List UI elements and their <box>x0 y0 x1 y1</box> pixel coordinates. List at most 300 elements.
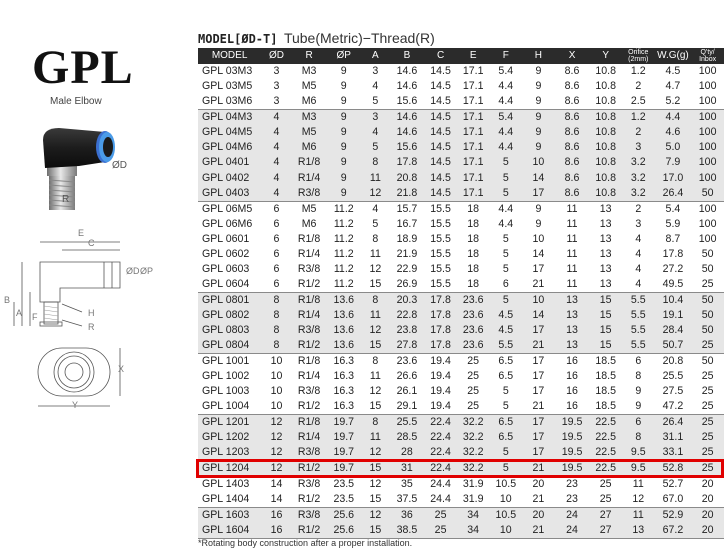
value-cell: 17 <box>532 262 545 275</box>
value-cell: 19.5 <box>555 430 590 445</box>
value-cell: 14.6 <box>396 80 418 93</box>
value-cell: 9 <box>522 110 555 126</box>
value-cell: 20 <box>691 507 724 523</box>
value-cell: 14.5 <box>430 65 451 78</box>
value-cell: 11 <box>361 170 390 185</box>
model-cell: GPL 1203 <box>198 445 261 460</box>
value-cell: 11.2 <box>333 232 354 245</box>
value-cell: 8.6 <box>555 140 590 155</box>
value-cell: 8 <box>261 338 292 354</box>
value-cell: R1/8 <box>297 355 321 368</box>
value-cell: 16.3 <box>333 385 355 398</box>
value-cell: 17 <box>522 430 555 445</box>
value-cell: 25 <box>424 523 457 539</box>
value-cell: 5 <box>361 140 390 155</box>
value-cell: 25 <box>701 370 714 383</box>
table-row <box>198 292 724 308</box>
value-cell: 25 <box>691 277 724 293</box>
value-cell: R1/4 <box>292 430 327 445</box>
value-cell: 67.2 <box>655 523 692 539</box>
model-cell: GPL 1603 <box>198 507 261 523</box>
value-cell: 4 <box>635 232 642 245</box>
table-description: Tube(Metric)−Thread(R) <box>283 30 435 46</box>
value-cell: 18 <box>467 217 480 230</box>
value-cell: 17.1 <box>457 125 490 140</box>
value-cell: R3/8 <box>292 323 327 338</box>
value-cell: 12 <box>622 492 655 508</box>
value-cell: 50 <box>691 323 724 338</box>
value-cell: 11.2 <box>333 247 354 260</box>
value-cell: 3 <box>622 140 655 155</box>
value-cell: 6 <box>273 262 280 275</box>
value-cell: 5.5 <box>622 308 655 323</box>
value-cell: 19.7 <box>326 445 361 460</box>
value-cell: 8 <box>261 308 292 323</box>
table-row <box>198 140 724 155</box>
value-cell: 17 <box>522 186 555 202</box>
value-cell: 5.2 <box>655 94 692 110</box>
value-cell: 6 <box>273 217 280 230</box>
value-cell: 9 <box>340 65 347 78</box>
value-cell: 5 <box>489 186 522 202</box>
value-cell: 100 <box>698 80 717 93</box>
model-cell: GPL 1003 <box>202 385 250 398</box>
value-cell: M5 <box>292 125 327 140</box>
value-cell: 15.5 <box>424 277 457 293</box>
value-cell: 15.5 <box>430 202 451 215</box>
value-cell: 15 <box>589 308 622 323</box>
value-cell: 4 <box>261 186 292 202</box>
value-cell: 9 <box>622 399 655 415</box>
value-cell: 27 <box>589 523 622 539</box>
table-row <box>198 201 724 217</box>
value-cell: 19.7 <box>326 430 361 445</box>
value-cell: 10 <box>522 155 555 170</box>
value-cell: 13 <box>555 292 590 308</box>
table-row <box>198 262 724 277</box>
value-cell: 100 <box>691 125 724 140</box>
model-cell: GPL 0602 <box>202 247 250 260</box>
value-cell: 18 <box>467 232 480 245</box>
value-cell: 14.5 <box>424 94 457 110</box>
value-cell: R1/4 <box>297 370 321 383</box>
value-cell: 28.4 <box>655 323 692 338</box>
column-header: F <box>489 48 522 64</box>
value-cell: 26.4 <box>655 186 692 202</box>
value-cell: 25 <box>691 430 724 445</box>
value-cell: 22.5 <box>589 430 622 445</box>
value-cell: 9 <box>326 186 361 202</box>
value-cell: 4.4 <box>498 217 514 230</box>
column-header: A <box>361 48 390 64</box>
value-cell: 20.3 <box>390 292 425 308</box>
value-cell: 9 <box>635 385 642 398</box>
value-cell: 16 <box>566 370 578 383</box>
value-cell: 10 <box>489 523 522 539</box>
value-cell: 50 <box>691 186 724 202</box>
value-cell: 25 <box>599 477 612 490</box>
value-cell: 4.7 <box>665 80 681 93</box>
value-cell: 52.7 <box>662 477 684 490</box>
value-cell: 25 <box>691 461 724 477</box>
value-cell: 18.9 <box>396 232 418 245</box>
value-cell: 25 <box>691 338 724 354</box>
value-cell: 47.2 <box>655 399 692 415</box>
value-cell: 27.5 <box>662 385 684 398</box>
value-cell: 25 <box>691 445 724 460</box>
value-cell: 18 <box>467 247 480 260</box>
value-cell: 5 <box>489 461 522 477</box>
value-cell: R3/8 <box>297 477 321 490</box>
value-cell: 12 <box>261 461 292 477</box>
model-cell: GPL 0604 <box>198 277 261 293</box>
column-header: Y <box>589 48 622 64</box>
value-cell: 11.2 <box>326 277 361 293</box>
model-cell: GPL 1201 <box>198 415 261 431</box>
product-subtitle: Male Elbow <box>50 96 102 107</box>
value-cell: 4 <box>261 110 292 126</box>
value-cell: 100 <box>691 155 724 170</box>
value-cell: 4.4 <box>489 140 522 155</box>
value-cell: 10 <box>270 355 283 368</box>
value-cell: 19.4 <box>430 355 451 368</box>
value-cell: 100 <box>691 110 724 126</box>
table-row <box>198 217 724 232</box>
value-cell: 8.6 <box>564 65 580 78</box>
model-cell: GPL 0402 <box>198 170 261 185</box>
table-row <box>198 277 724 293</box>
table-row <box>198 338 724 354</box>
value-cell: R1/8 <box>292 292 327 308</box>
column-header: MODEL <box>198 48 261 64</box>
value-cell: 21 <box>522 338 555 354</box>
value-cell: 14.5 <box>424 110 457 126</box>
value-cell: 27.8 <box>390 338 425 354</box>
value-cell: 5 <box>489 292 522 308</box>
value-cell: 34 <box>457 507 490 523</box>
value-cell: 6.5 <box>489 430 522 445</box>
value-cell: 17.8 <box>424 323 457 338</box>
model-cell: GPL 0403 <box>198 186 261 202</box>
value-cell: 17.8 <box>390 155 425 170</box>
value-cell: 10.8 <box>589 140 622 155</box>
value-cell: 20 <box>691 492 724 508</box>
value-cell: R3/8 <box>297 262 321 275</box>
value-cell: 17 <box>522 323 555 338</box>
model-cell: GPL 0804 <box>198 338 261 354</box>
value-cell: 3 <box>273 80 280 93</box>
value-cell: 3 <box>635 217 642 230</box>
model-cell: GPL 1604 <box>198 523 261 539</box>
dim-label-y: Y <box>72 400 79 410</box>
value-cell: 4 <box>261 125 292 140</box>
model-cell: GPL 03M3 <box>202 65 253 78</box>
table-row <box>198 354 724 370</box>
value-cell: 11 <box>361 430 390 445</box>
value-cell: 6.5 <box>498 370 514 383</box>
value-cell: 10 <box>270 385 283 398</box>
value-cell: 9 <box>535 65 542 78</box>
value-cell: 4 <box>622 277 655 293</box>
value-cell: M5 <box>301 202 317 215</box>
value-cell: 9.5 <box>622 461 655 477</box>
value-cell: 50 <box>701 355 714 368</box>
value-cell: 14.5 <box>424 155 457 170</box>
value-cell: 5 <box>361 94 390 110</box>
model-cell: GPL 0603 <box>202 262 250 275</box>
value-cell: 21.9 <box>396 247 418 260</box>
value-cell: 38.5 <box>390 523 425 539</box>
value-cell: 4 <box>261 140 292 155</box>
value-cell: 12 <box>361 445 390 460</box>
value-cell: 2.5 <box>622 94 655 110</box>
value-cell: 52.9 <box>655 507 692 523</box>
value-cell: 9 <box>535 202 542 215</box>
value-cell: 15 <box>361 523 390 539</box>
value-cell: 5 <box>502 262 509 275</box>
value-cell: 28.5 <box>390 430 425 445</box>
value-cell: 17 <box>522 415 555 431</box>
value-cell: 23.6 <box>457 323 490 338</box>
column-header: Orifice (2mm) <box>622 48 655 64</box>
model-cell: GPL 03M5 <box>202 80 253 93</box>
value-cell: R1/4 <box>292 308 327 323</box>
value-cell: 24.4 <box>424 492 457 508</box>
value-cell: 10.4 <box>655 292 692 308</box>
value-cell: 8.6 <box>555 94 590 110</box>
value-cell: 8.6 <box>555 170 590 185</box>
value-cell: 34 <box>457 523 490 539</box>
value-cell: 3 <box>372 65 379 78</box>
value-cell: 25 <box>467 370 480 383</box>
value-cell: 10.8 <box>589 186 622 202</box>
value-cell: 21 <box>522 492 555 508</box>
value-cell: 10 <box>261 399 292 415</box>
value-cell: 9 <box>326 155 361 170</box>
value-cell: 5 <box>489 399 522 415</box>
value-cell: 22.5 <box>589 461 622 477</box>
value-cell: 4 <box>261 170 292 185</box>
value-cell: 16.3 <box>333 370 355 383</box>
value-cell: 15 <box>361 461 390 477</box>
table-row <box>198 110 724 126</box>
column-header: ØP <box>326 48 361 64</box>
dim-label-x: X <box>118 364 125 374</box>
value-cell: 24 <box>555 507 590 523</box>
value-cell: 4.6 <box>655 125 692 140</box>
table-row <box>198 507 724 523</box>
value-cell: 22.9 <box>396 262 418 275</box>
value-cell: 9 <box>522 140 555 155</box>
value-cell: M6 <box>301 217 317 230</box>
value-cell: 8 <box>361 415 390 431</box>
value-cell: 9 <box>326 170 361 185</box>
model-cell: GPL 0601 <box>202 232 250 245</box>
value-cell: 18 <box>467 202 480 215</box>
model-cell: GPL 1404 <box>198 492 261 508</box>
spec-table-container <box>198 48 724 539</box>
value-cell: 5.5 <box>489 338 522 354</box>
value-cell: 14 <box>522 308 555 323</box>
value-cell: 2 <box>622 125 655 140</box>
value-cell: 14.5 <box>424 186 457 202</box>
value-cell: 31 <box>390 461 425 477</box>
value-cell: 5 <box>502 247 509 260</box>
value-cell: 1.2 <box>622 110 655 126</box>
value-cell: 6 <box>273 247 280 260</box>
value-cell: 15 <box>361 338 390 354</box>
value-cell: 17 <box>522 445 555 460</box>
model-cell: GPL 04M6 <box>198 140 261 155</box>
value-cell: 100 <box>691 94 724 110</box>
value-cell: 3 <box>261 94 292 110</box>
value-cell: 50 <box>691 308 724 323</box>
value-cell: 4.4 <box>498 202 514 215</box>
value-cell: 4.4 <box>498 80 514 93</box>
dim-label-b: B <box>4 295 11 305</box>
value-cell: 15.6 <box>390 140 425 155</box>
value-cell: 4 <box>635 262 642 275</box>
model-cell: GPL 0801 <box>198 292 261 308</box>
value-cell: 20.8 <box>390 170 425 185</box>
value-cell: 11 <box>622 507 655 523</box>
model-cell: GPL 1204 <box>198 461 261 477</box>
value-cell: 11 <box>566 202 578 215</box>
value-cell: 3.2 <box>622 155 655 170</box>
value-cell: 14.6 <box>390 125 425 140</box>
value-cell: 11.2 <box>333 262 354 275</box>
value-cell: 10 <box>532 232 545 245</box>
value-cell: 9 <box>326 110 361 126</box>
value-cell: 4 <box>635 247 642 260</box>
value-cell: 15 <box>361 277 390 293</box>
value-cell: 26.1 <box>396 385 418 398</box>
value-cell: 13.6 <box>326 292 361 308</box>
value-cell: 21.8 <box>390 186 425 202</box>
value-cell: 9 <box>535 217 542 230</box>
value-cell: 15.5 <box>430 247 451 260</box>
value-cell: 1.2 <box>630 65 646 78</box>
value-cell: 19.7 <box>326 415 361 431</box>
value-cell: 4 <box>261 155 292 170</box>
value-cell: 6 <box>273 202 280 215</box>
value-cell: 19.1 <box>655 308 692 323</box>
value-cell: 9 <box>326 140 361 155</box>
value-cell: 12 <box>361 186 390 202</box>
value-cell: 8.6 <box>555 155 590 170</box>
model-code-format: MODEL[ØD-T] <box>198 32 278 46</box>
value-cell: 14.5 <box>430 80 451 93</box>
value-cell: 17.1 <box>457 94 490 110</box>
value-cell: 6 <box>261 277 292 293</box>
value-cell: 11 <box>369 247 381 260</box>
value-cell: 100 <box>698 217 717 230</box>
value-cell: 15.5 <box>430 262 451 275</box>
value-cell: 8 <box>372 355 379 368</box>
value-cell: 23.5 <box>326 492 361 508</box>
value-cell: 10 <box>522 292 555 308</box>
value-cell: 23.6 <box>457 338 490 354</box>
value-cell: 52.8 <box>655 461 692 477</box>
value-cell: 100 <box>698 232 717 245</box>
value-cell: 11 <box>361 308 390 323</box>
value-cell: 23.6 <box>396 355 418 368</box>
value-cell: 12 <box>361 507 390 523</box>
value-cell: R1/2 <box>292 461 327 477</box>
value-cell: 17.1 <box>457 155 490 170</box>
value-cell: R1/8 <box>292 415 327 431</box>
value-cell: 35 <box>401 477 413 490</box>
value-cell: 18 <box>467 262 480 275</box>
value-cell: M5 <box>301 80 317 93</box>
value-cell: 5 <box>489 445 522 460</box>
value-cell: 10.8 <box>589 125 622 140</box>
value-cell: 5 <box>502 232 509 245</box>
value-cell: 14.5 <box>424 170 457 185</box>
value-cell: 13 <box>622 523 655 539</box>
elbow-fitting-photo <box>25 110 145 220</box>
value-cell: 28 <box>390 445 425 460</box>
value-cell: 15 <box>589 323 622 338</box>
value-cell: M3 <box>301 65 317 78</box>
value-cell: 9 <box>522 94 555 110</box>
column-header: X <box>555 48 590 64</box>
value-cell: R1/2 <box>292 399 327 415</box>
value-cell: R1/8 <box>297 232 321 245</box>
column-header: Q'ty/ Inbox <box>691 48 724 64</box>
value-cell: 9.5 <box>622 445 655 460</box>
value-cell: 12 <box>361 323 390 338</box>
value-cell: 15 <box>589 338 622 354</box>
value-cell: 18.5 <box>595 355 616 368</box>
value-cell: 11.2 <box>333 217 354 230</box>
value-cell: 8 <box>261 292 292 308</box>
value-cell: 13.6 <box>326 323 361 338</box>
value-cell: R1/2 <box>292 492 327 508</box>
dim-label-op: ØP <box>140 266 154 276</box>
value-cell: 8.6 <box>555 186 590 202</box>
value-cell: 20 <box>532 477 545 490</box>
table-heading <box>198 30 435 48</box>
table-row <box>198 492 724 508</box>
table-row <box>198 125 724 140</box>
value-cell: R3/8 <box>292 445 327 460</box>
column-header: C <box>424 48 457 64</box>
value-cell: 23.8 <box>390 323 425 338</box>
side-view-drawing <box>0 222 190 342</box>
value-cell: 11 <box>369 370 381 383</box>
table-row <box>198 94 724 110</box>
value-cell: 17.1 <box>457 140 490 155</box>
dim-label-e: E <box>78 228 85 238</box>
value-cell: 2 <box>635 80 642 93</box>
value-cell: 4 <box>372 80 379 93</box>
value-cell: 23 <box>555 492 590 508</box>
table-row <box>198 384 724 399</box>
value-cell: 13 <box>555 308 590 323</box>
value-cell: 4.4 <box>489 125 522 140</box>
value-cell: 26.6 <box>396 370 418 383</box>
value-cell: 10.8 <box>589 94 622 110</box>
value-cell: 8 <box>622 430 655 445</box>
table-body <box>198 64 724 538</box>
value-cell: 19.4 <box>430 385 451 398</box>
value-cell: 19.4 <box>424 399 457 415</box>
value-cell: 25 <box>589 492 622 508</box>
value-cell: 13 <box>599 232 612 245</box>
table-row <box>198 323 724 338</box>
value-cell: 22.4 <box>424 445 457 460</box>
